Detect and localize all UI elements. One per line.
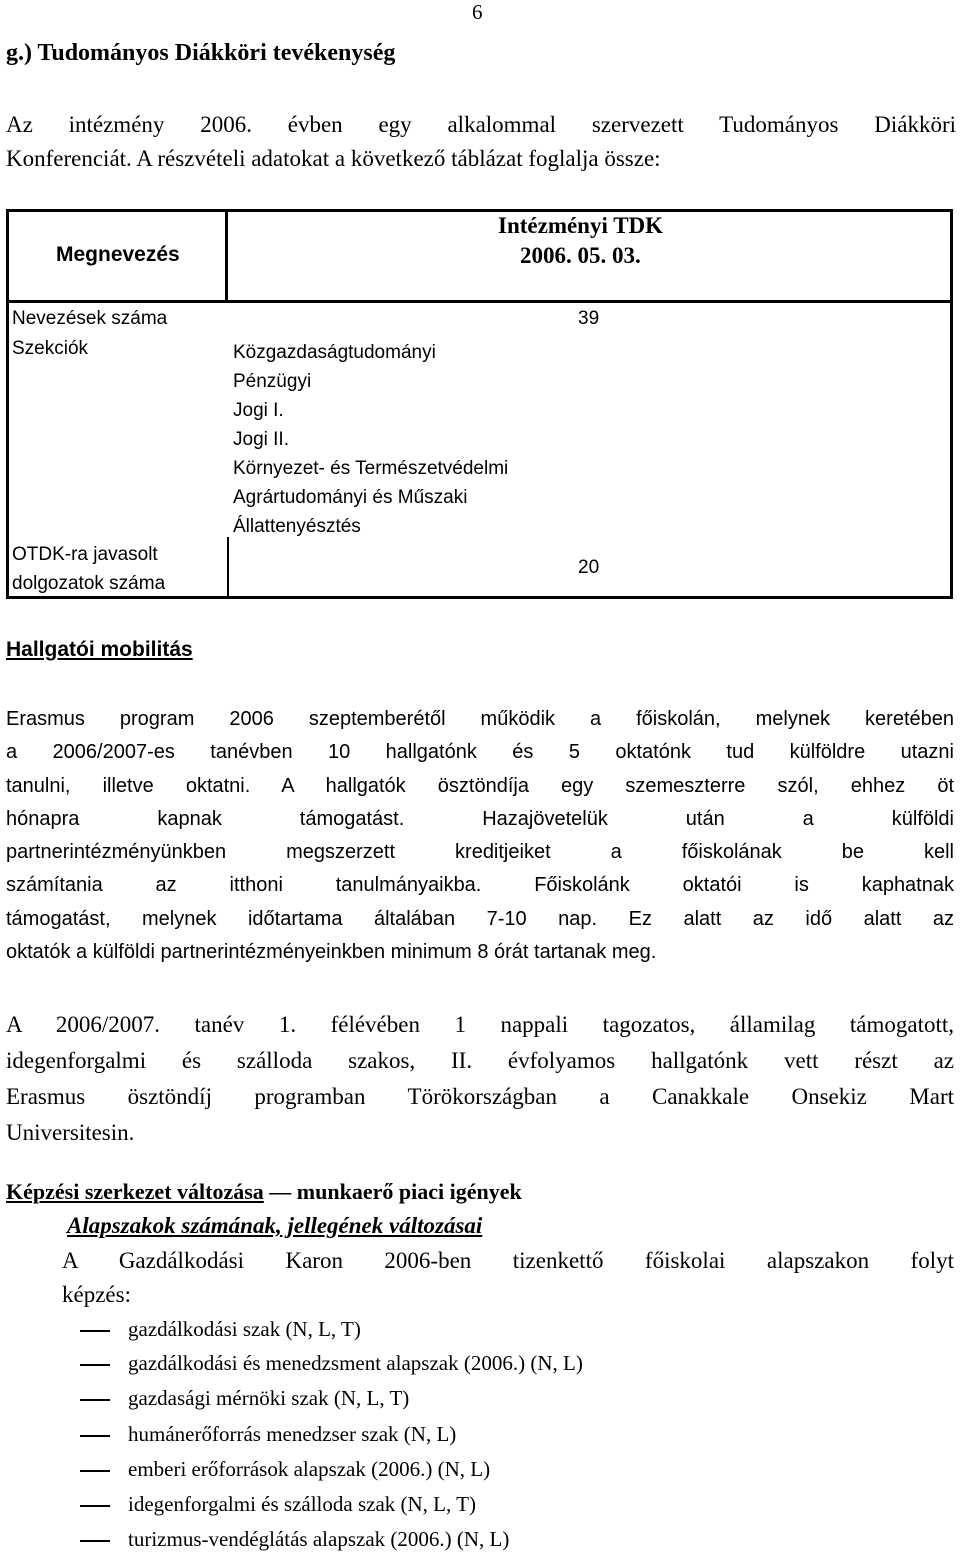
table-header-col-title: Intézményi TDK [498,213,664,238]
mobility-line: a 2006/2007-es tanévben 10 hallgatónk és 5 oktatónk tud külföldre utazni [6,741,954,764]
erasmus-line: A 2006/2007. tanév 1. félévében 1 nappali tagozatos, államilag támogatott, [6,1012,954,1037]
list-item-text: idegenforgalmi és szálloda szak (N, L, T) [128,1492,476,1516]
section-item: Közgazdaságtudományi [233,342,436,363]
page-number: 6 [472,0,483,24]
training-intro-line: képzés: [62,1282,131,1307]
list-item [80,1317,361,1342]
otdk-value: 20 [578,557,600,578]
tdk-table [0,0,960,600]
list-item-text: emberi erőforrások alapszak (2006.) (N, L) [128,1457,491,1481]
list-item [80,1457,490,1482]
erasmus-line: idegenforgalmi és szálloda szakos, II. évfolyamos hallgatónk vett részt az [6,1048,954,1073]
mobility-paragraph [6,703,954,969]
dash-bullet [80,1399,110,1401]
list-item [80,1351,583,1376]
section-item: Agrártudományi és Műszaki [233,487,468,508]
dash-bullet [80,1540,110,1542]
table-header-col-date: 2006. 05. 03. [520,243,641,268]
mobility-line: tanulni, illetve oktatni. A hallgatók ösztöndíja egy szemeszterre szól, ehhez öt [6,774,954,797]
mobility-line: partnerintézményünkben megszerzett kreditjeiket a főiskolának be kell [6,841,954,864]
erasmus-line: Universitesin. [6,1120,135,1145]
mobility-line: Erasmus program 2006 szeptemberétől működik a főiskolán, melynek keretében [6,708,954,730]
table-border-right [950,209,953,598]
list-item [80,1492,476,1517]
table-header-divider [6,300,953,303]
training-heading-main: Képzési szerkezet változása [6,1179,264,1204]
mobility-line: számítania az itthoni tanulmányaikba. Főiskolánk oktatói is kaphatnak [6,874,954,897]
dash-bullet [80,1364,110,1366]
otdk-label [12,540,165,598]
training-heading-sep: — [263,1179,297,1204]
dash-bullet [80,1470,110,1472]
mobility-line: hónapra kapnak támogatást. Hazajövetelük után a külföldi [6,807,954,830]
erasmus-line: Erasmus ösztöndíj programban Törökországban a Canakkale Onsekiz Mart [6,1084,954,1109]
intro-line: Konferenciát. A részvételi adatokat a következő táblázat foglalja össze: [6,146,661,171]
training-subheading: Alapszakok számának, jellegének változásai [67,1213,483,1238]
otdk-label-line: dolgozatok száma [12,573,166,594]
mobility-line: támogatást, melynek időtartama általában 7-10 nap. Ez alatt az idő alatt az [6,907,954,930]
list-item [80,1386,409,1411]
nominations-label: Nevezések száma [12,308,168,329]
training-heading [6,1179,522,1205]
table-header-label: Megnevezés [56,243,180,266]
list-item-text: turizmus-vendéglátás alapszak (2006.) (N, L) [128,1527,510,1551]
section-item: Jogi II. [233,429,289,450]
section-item: Környezet- és Természetvédelmi [233,458,509,479]
list-item-text: gazdasági mérnöki szak (N, L, T) [128,1386,410,1410]
sections-label: Szekciók [12,338,89,359]
dash-bullet [80,1505,110,1507]
list-item-text: gazdálkodási szak (N, L, T) [128,1317,361,1341]
list-item-text: gazdálkodási és menedzsment alapszak (2006.) (N, L) [128,1351,583,1375]
intro-line: Az intézmény 2006. évben egy alkalommal szervezett Tudományos Diákköri [6,112,956,137]
list-item [80,1422,456,1447]
mobility-heading: Hallgatói mobilitás [6,638,193,661]
section-item: Pénzügyi [233,371,312,392]
section-item: Állattenyésztés [233,516,361,537]
sections-list [233,338,508,541]
mobility-line: oktatók a külföldi partnerintézményeinkben minimum 8 órát tartanak meg. [6,941,657,964]
table-otdk-col-divider [227,537,229,597]
table-border-left [6,209,9,598]
dash-bullet [80,1330,110,1332]
list-item [80,1527,509,1552]
erasmus-paragraph [6,1007,954,1151]
table-border-top [6,209,952,212]
dash-bullet [80,1435,110,1437]
section-heading: g.) Tudományos Diákköri tevékenység [6,40,396,66]
training-intro-line: A Gazdálkodási Karon 2006-ben tizenkettő főiskolai alapszakon folyt [62,1248,954,1273]
nominations-value: 39 [578,308,600,329]
otdk-label-line: OTDK-ra javasolt [12,544,158,565]
list-item-text: humánerőforrás menedzser szak (N, L) [128,1422,457,1446]
section-item: Jogi I. [233,400,284,421]
table-header-col-divider [225,209,228,301]
training-intro [62,1244,954,1312]
training-heading-rest: munkaerő piaci igények [296,1179,522,1204]
